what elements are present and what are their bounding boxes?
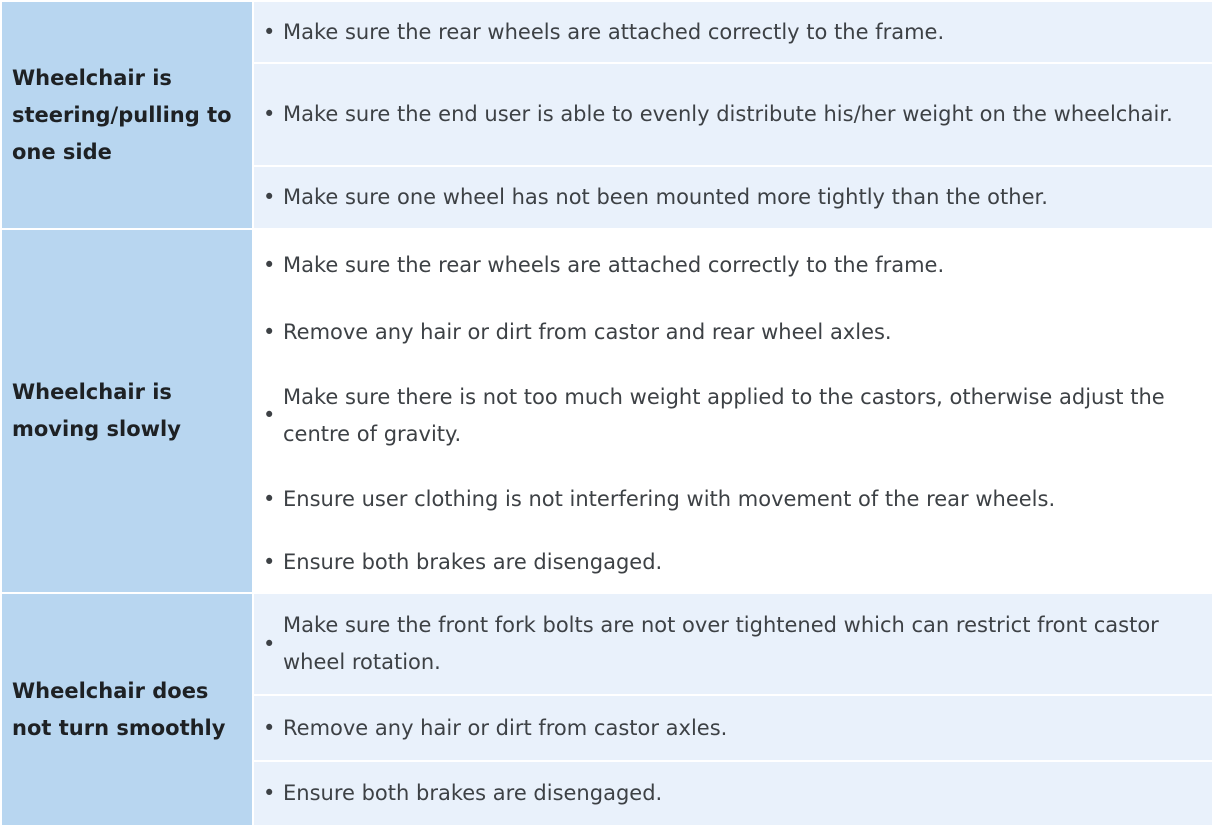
list-item [254, 532, 1212, 592]
bullet: • [263, 185, 276, 209]
steps-column [254, 2, 1212, 228]
bullet: • [263, 319, 276, 344]
list-item [254, 760, 1212, 825]
issue-cell [2, 594, 252, 825]
list-item [254, 300, 1212, 364]
list-item [254, 694, 1212, 760]
bullet: • [263, 715, 276, 740]
bullet: • [263, 19, 276, 44]
bullet: • [263, 487, 276, 511]
step-text: Ensure both brakes are disengaged. [283, 549, 663, 574]
step-text: Make sure the rear wheels are attached correctly to the frame. [283, 252, 945, 277]
steps-column [254, 230, 1212, 592]
step-text: Remove any hair or dirt from castor and rear wheel axles. [283, 319, 892, 344]
step-text: Ensure user clothing is not interfering with movement of the rear wheels. [283, 487, 1056, 511]
list-item [254, 364, 1212, 467]
list-item [254, 62, 1212, 165]
issue-label: Wheelchair does not turn smoothly [12, 678, 226, 740]
bullet: • [263, 102, 276, 126]
table-row [0, 2, 1214, 228]
steps-column [254, 594, 1212, 825]
step-text: Make sure the end user is able to evenly distribute his/her weight on the wheelchair. [283, 102, 1173, 126]
issue-label: Wheelchair is moving slowly [12, 380, 181, 441]
bullet: • [263, 631, 276, 656]
list-item [254, 2, 1212, 62]
step-text: Ensure both brakes are disengaged. [283, 781, 663, 805]
step-text: Make sure there is not too much weight applied to the castors, otherwise adjust the centre of gravity. [283, 384, 1165, 446]
step-text: Make sure one wheel has not been mounted more tightly than the other. [283, 185, 1048, 209]
table-row [0, 230, 1214, 592]
step-text: Make sure the front fork bolts are not over tightened which can restrict front castor wheel rotation. [283, 613, 1159, 674]
bullet: • [263, 252, 276, 277]
bullet: • [263, 549, 276, 574]
list-item [254, 467, 1212, 532]
issue-cell [2, 2, 252, 228]
list-item [254, 165, 1212, 228]
table-row [0, 594, 1214, 825]
issue-label: Wheelchair is steering/pulling to one side [12, 65, 232, 164]
bullet: • [263, 403, 276, 427]
list-item [254, 594, 1212, 694]
list-item [254, 230, 1212, 300]
step-text: Make sure the rear wheels are attached correctly to the frame. [283, 19, 945, 44]
issue-cell [2, 230, 252, 592]
step-text: Remove any hair or dirt from castor axles. [283, 715, 728, 740]
bullet: • [263, 781, 276, 805]
